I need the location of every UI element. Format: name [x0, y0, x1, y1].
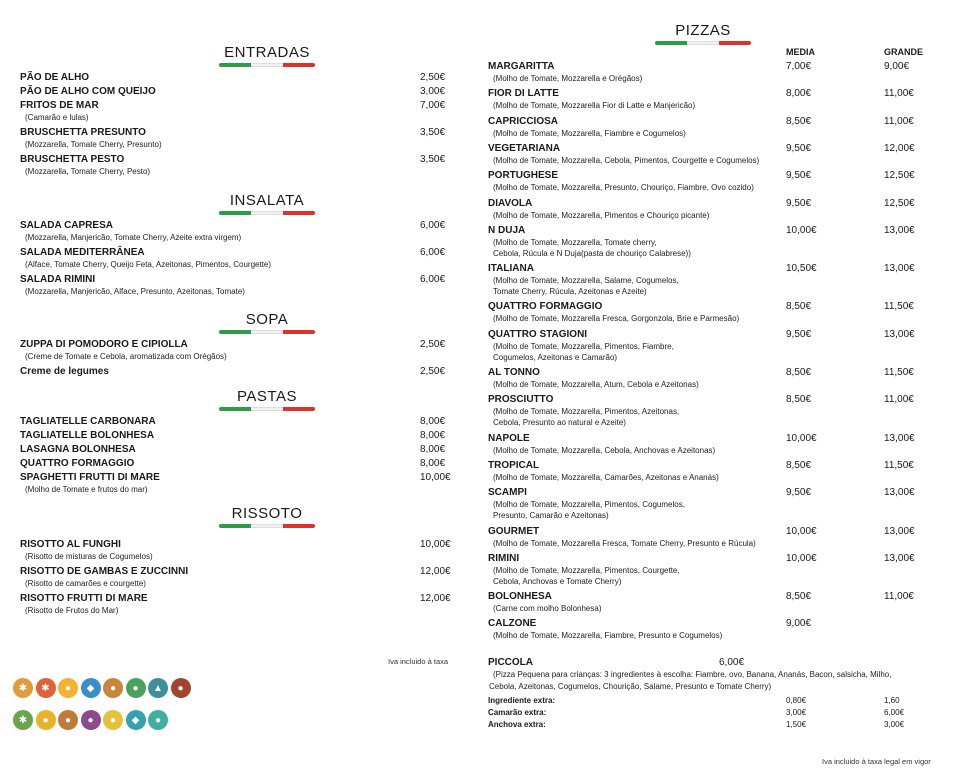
menu-item-description: (Risotto de camarões e courgette)	[25, 579, 146, 588]
pizza-price-grande: 11,00€	[884, 115, 914, 127]
egg-icon: ●	[58, 678, 78, 698]
column-header-grande: GRANDE	[884, 47, 924, 57]
pizza-price-media: 8,50€	[786, 591, 812, 603]
mollusc-icon: ◆	[126, 710, 146, 730]
menu-item-name: SALADA RIMINI	[20, 274, 96, 285]
menu-item-name: RISOTTO DE GAMBAS E ZUCCINNI	[20, 566, 189, 577]
pizza-price-grande: 12,50€	[884, 197, 915, 209]
pizza-description: (Molho de Tomate, Mozzarella, Pimentos, Cogumelos,	[493, 500, 685, 510]
extra-price-media: 0,80€	[786, 696, 807, 705]
pizza-price-grande: 11,50€	[884, 367, 914, 378]
menu-item-price: 10,00€	[420, 539, 451, 550]
pizza-price-media: 9,50€	[786, 487, 812, 499]
soy-icon: ●	[126, 678, 146, 698]
menu-item-name: RISOTTO FRUTTI DI MARE	[20, 593, 148, 604]
pizza-name: FIOR DI LATTE	[488, 88, 559, 100]
menu-item-price: 3,50€	[420, 154, 446, 165]
menu-item-price: 7,00€	[420, 100, 446, 111]
pizza-description: (Molho de Tomate, Mozzarella, Pimentos, Courgette,	[493, 565, 680, 575]
pizza-name: RIMINI	[488, 552, 520, 564]
pizza-price-media: 9,50€	[786, 170, 812, 182]
pizza-price-grande: 13,00€	[884, 487, 915, 499]
menu-item-name: SPAGHETTI FRUTTI DI MARE	[20, 472, 160, 483]
section-title-insalata: INSALATA	[229, 192, 305, 209]
crustacean-icon: ✱	[36, 678, 56, 698]
menu-item-name: BRUSCHETTA PESTO	[20, 154, 125, 165]
menu-item-description: (Camarão e lulas)	[25, 113, 89, 122]
pizza-price-grande: 12,00€	[884, 142, 915, 154]
lupin-icon: ●	[103, 710, 123, 730]
menu-item-description: (Risotto de Frutos do Mar)	[25, 606, 119, 615]
pizza-name: VEGETARIANA	[488, 142, 561, 154]
pizza-price-media: 8,50€	[786, 301, 812, 313]
menu-item-price: 2,50€	[420, 366, 446, 377]
pizza-price-media: 9,50€	[786, 142, 812, 154]
pizza-price-media: 8,50€	[786, 459, 812, 471]
italian-flag-divider	[219, 524, 315, 528]
menu-item-price: 12,00€	[420, 566, 451, 577]
extra-label: Camarão extra:	[488, 708, 547, 717]
sesame-icon: ●	[58, 710, 78, 730]
pizza-name: PROSCIUTTO	[488, 394, 554, 406]
extra-price-grande: 6,00€	[884, 708, 905, 717]
menu-item-description: (Risotto de misturas de Cogumelos)	[25, 552, 153, 561]
pizza-description: (Molho de Tomate, Mozzarella, Cebola, Anchovas e Azeitonas)	[493, 445, 716, 455]
pizza-description: (Molho de Tomate, Mozzarella, Cebola, Pimentos, Courgette e Cogumelos)	[493, 155, 760, 165]
pizza-description: (Molho de Tomate, Mozzarella, Pimentos, Fiambre,	[493, 341, 674, 351]
menu-item-name: PÃO DE ALHO COM QUEIJO	[20, 86, 156, 97]
menu-item-price: 8,00€	[420, 444, 446, 455]
pizza-price-grande: 9,00€	[884, 61, 910, 72]
menu-item-name: LASAGNA BOLONHESA	[20, 444, 136, 455]
menu-item-name: SALADA CAPRESA	[20, 220, 113, 231]
pizza-description: Cebola, Rúcula e N Duja(pasta de chouriço Calabrese))	[493, 248, 691, 258]
pizza-price-media: 8,50€	[786, 394, 812, 406]
menu-item-price: 8,00€	[420, 416, 446, 427]
pizza-name: DIAVOLA	[488, 197, 533, 209]
pizza-description: (Molho de Tomate, Mozzarella Fresca, Gorgonzola, Brie e Parmesão)	[493, 314, 740, 324]
pizza-description: (Molho de Tomate, Mozzarella e Orégãos)	[493, 74, 643, 83]
pizza-price: 6,00€	[719, 657, 745, 668]
pizza-description: (Molho de Tomate, Mozzarella Fresca, Tomate Cherry, Presunto e Rúcula)	[493, 538, 756, 548]
pizza-description: (Molho de Tomate, Mozzarella, Presunto, Chouriço, Fiambre, Ovo cozido)	[493, 183, 754, 193]
pizza-name: SCAMPI	[488, 487, 527, 499]
pizza-price-grande: 13,00€	[884, 432, 915, 444]
pizza-price-grande: 13,00€	[884, 552, 915, 564]
section-title-entradas: ENTRADAS	[224, 44, 310, 61]
pizza-description: (Molho de Tomate, Mozzarella, Pimentos e Chouriço picante)	[493, 210, 710, 220]
fish-icon: ◆	[81, 678, 101, 698]
tax-note: Iva incluido à taxa	[388, 657, 449, 666]
pizza-description: (Molho de Tomate, Mozzarella, Camarões, Azeitonas e Ananás)	[493, 472, 719, 482]
pizza-price-grande: 13,00€	[884, 328, 915, 340]
menu-item-description: (Molho de Tomate e frutos do mar)	[25, 485, 148, 494]
pizza-price-media: 8,50€	[786, 367, 812, 378]
pizza-description: Tomate Cherry, Rúcula, Azeitonas e Azeite)	[493, 287, 647, 297]
pizza-name: NAPOLE	[488, 432, 530, 444]
pizza-description: (Pizza Pequena para crianças: 3 ingredientes à escolha: Fiambre, ovo, Banana, Ananás, Bacon, salsicha, Milho,	[493, 670, 892, 679]
menu-item-name: RISOTTO AL FUNGHI	[20, 539, 121, 550]
pizza-price-media: 10,50€	[786, 263, 817, 275]
italian-flag-divider	[219, 211, 315, 215]
peanut-icon: ●	[103, 678, 123, 698]
pizza-name: MARGARITTA	[488, 61, 555, 72]
pizza-price-media: 10,00€	[786, 224, 817, 236]
menu-item-description: (Creme de Tomate e Cebola, aromatizada com Orégãos)	[25, 352, 227, 361]
pizza-price-grande: 13,00€	[884, 263, 915, 275]
pizza-description: (Molho de Tomate, Mozzarella, Tomate cherry,	[493, 237, 657, 247]
menu-item-price: 3,50€	[420, 127, 446, 138]
menu-item-description: (Mozzarella, Manjericão, Alface, Presunto, Azeitonas, Tomate)	[25, 287, 245, 296]
pizza-name: TROPICAL	[488, 459, 540, 471]
section-title-sopa: SOPA	[245, 311, 289, 328]
pizza-description: (Molho de Tomate, Mozzarella, Atum, Cebola e Azeitonas)	[493, 380, 699, 389]
menu-item-price: 6,00€	[420, 247, 446, 258]
pizza-description: Cebola, Azeitonas, Cogumelos, Chourição, Salame, Presunto e Tomate Cherry)	[489, 682, 772, 691]
italian-flag-divider	[219, 407, 315, 411]
pizza-price-media: 10,00€	[786, 432, 817, 444]
pizza-price-grande: 12,50€	[884, 170, 915, 182]
pizza-name: PICCOLA	[488, 657, 533, 668]
pizza-description: (Molho de Tomate, Mozzarella, Fiambre, Presunto e Cogumelos)	[493, 631, 723, 641]
pizza-price-grande: 13,00€	[884, 224, 915, 236]
menu-item-description: (Mozzarella, Tomate Cherry, Presunto)	[25, 140, 162, 149]
pizza-price-media: 9,50€	[786, 197, 812, 209]
pizza-name: BOLONHESA	[488, 591, 552, 603]
pizza-name: N DUJA	[488, 224, 526, 236]
italian-flag-divider	[219, 63, 315, 67]
extra-price-grande: 3,00€	[884, 720, 905, 729]
mustard-icon: ●	[36, 710, 56, 730]
pizza-price-grande: 11,00€	[884, 88, 914, 100]
pizza-price-media: 10,00€	[786, 552, 817, 564]
italian-flag-divider	[219, 330, 315, 334]
extra-allergen-icon: ●	[148, 710, 168, 730]
menu-item-price: 8,00€	[420, 430, 446, 441]
menu-item-price: 12,00€	[420, 593, 451, 604]
pizza-description: (Carne com molho Bolonhesa)	[493, 604, 602, 614]
gluten-icon: ✱	[13, 678, 33, 698]
menu-item-name: Creme de legumes	[20, 366, 109, 377]
pizza-name: AL TONNO	[488, 367, 540, 378]
pizza-name: PORTUGHESE	[488, 170, 559, 182]
sulphite-icon: ●	[81, 710, 101, 730]
menu-item-price: 6,00€	[420, 274, 446, 285]
pizza-description: (Molho de Tomate, Mozzarella, Fiambre e Cogumelos)	[493, 128, 686, 138]
menu-item-price: 10,00€	[420, 472, 451, 483]
pizza-description: (Molho de Tomate, Mozzarella, Pimentos, Azeitonas,	[493, 407, 680, 417]
pizza-price-grande: 11,00€	[884, 591, 914, 603]
pizza-price-grande: 11,50€	[884, 459, 914, 471]
menu-item-name: TAGLIATELLE CARBONARA	[20, 416, 156, 427]
menu-item-name: PÃO DE ALHO	[20, 72, 90, 83]
pizza-name: QUATTRO FORMAGGIO	[488, 301, 603, 313]
pizza-description: Cebola, Presunto ao natural e Azeite)	[493, 418, 626, 428]
pizza-name: CALZONE	[488, 618, 537, 630]
pizza-price-grande: 13,00€	[884, 525, 915, 537]
menu-item-price: 2,50€	[420, 72, 446, 83]
pizza-price-media: 9,00€	[786, 618, 812, 630]
section-title-rissoto: RISSOTO	[231, 505, 303, 522]
pizza-description: Cebola, Anchovas e Tomate Cherry)	[493, 576, 622, 586]
menu-item-name: QUATTRO FORMAGGIO	[20, 458, 135, 469]
pizza-price-media: 7,00€	[786, 61, 812, 72]
extra-label: Anchova extra:	[488, 720, 546, 729]
menu-item-price: 3,00€	[420, 86, 446, 97]
menu-item-name: BRUSCHETTA PRESUNTO	[20, 127, 146, 138]
menu-item-price: 8,00€	[420, 458, 446, 469]
pizza-description: (Molho de Tomate, Mozzarella Fior di Latte e Manjericão)	[493, 101, 696, 111]
nuts-icon: ●	[171, 678, 191, 698]
pizza-price-media: 8,00€	[786, 88, 812, 100]
pizza-price-grande: 11,00€	[884, 394, 914, 406]
section-title-pastas: PASTAS	[237, 388, 297, 405]
extra-price-media: 1,50€	[786, 720, 807, 729]
pizza-name: ITALIANA	[488, 263, 534, 275]
pizza-price-grande: 11,50€	[884, 301, 914, 313]
menu-item-name: SALADA MEDITERRÂNEA	[20, 247, 145, 258]
menu-item-name: ZUPPA DI POMODORO E CIPIOLLA	[20, 339, 188, 350]
celery-icon: ✱	[13, 710, 33, 730]
column-header-media: MEDIA	[786, 47, 815, 57]
menu-item-price: 6,00€	[420, 220, 446, 231]
pizza-description: Presunto, Camarão e Azeitonas)	[493, 511, 609, 521]
menu-item-name: FRITOS DE MAR	[20, 100, 99, 111]
pizza-description: (Molho de Tomate, Mozzarella, Salame, Cogumelos,	[493, 276, 679, 286]
extra-price-grande: 1,60	[884, 696, 900, 705]
pizza-description: Cogumelos, Azeitonas e Camarão)	[493, 352, 618, 362]
pizza-name: CAPRICCIOSA	[488, 115, 559, 127]
menu-item-name: TAGLIATELLE BOLONHESA	[20, 430, 155, 441]
milk-icon: ▲	[148, 678, 168, 698]
menu-item-price: 2,50€	[420, 339, 446, 350]
section-title-pizzas: PIZZAS	[675, 22, 731, 39]
extra-label: Ingrediente extra:	[488, 696, 556, 705]
pizza-price-media: 9,50€	[786, 328, 812, 340]
pizza-price-media: 10,00€	[786, 525, 817, 537]
pizza-name: GOURMET	[488, 525, 540, 537]
italian-flag-divider	[655, 41, 751, 45]
tax-note: Iva incluido à taxa legal em vigor	[822, 757, 931, 766]
menu-item-description: (Mozzarella, Tomate Cherry, Pesto)	[25, 167, 151, 176]
menu-item-description: (Mozzarella, Manjericão, Tomate Cherry, Azeite extra virgem)	[25, 233, 242, 242]
extra-price-media: 3,00€	[786, 708, 807, 717]
pizza-name: QUATTRO STAGIONI	[488, 328, 588, 340]
pizza-price-media: 8,50€	[786, 115, 812, 127]
menu-item-description: (Alface, Tomate Cherry, Queijo Feta, Azeitonas, Pimentos, Courgette)	[25, 260, 272, 269]
